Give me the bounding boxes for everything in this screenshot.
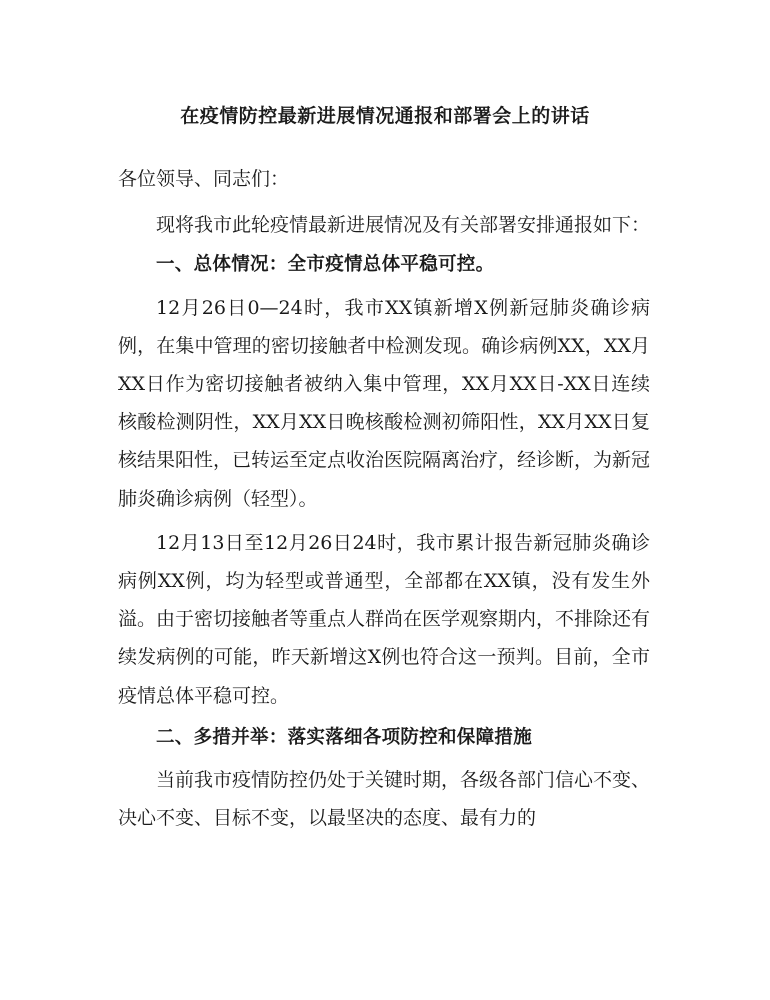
- intro-paragraph: 现将我市此轮疫情最新进展情况及有关部署安排通报如下：: [156, 214, 651, 237]
- section-2-heading: 二、多措并举：落实落细各项防控和保障措施: [156, 726, 533, 748]
- document-title: 在疫情防控最新进展情况通报和部署会上的讲话: [180, 105, 590, 127]
- document-body: [118, 160, 650, 837]
- section-1-heading: 一、总体情况：全市疫情总体平稳可控。: [156, 254, 495, 276]
- section-1-paragraph-1: 12月26日0—24时，我市XX镇新增X例新冠肺炎确诊病例，在集中管理的密切接触者中检测发现。确诊病例XX，XX月XX日作为密切接触者被纳入集中管理，XX月XX日-XX日连续核酸检测阴性，XX月XX日晚核酸检测初筛阳性，XX月XX日复核结果阳性，已转运至定点收治医院隔离治疗，经诊断，为新冠肺炎确诊病例（轻型）。: [118, 296, 651, 510]
- salutation: 各位领导、同志们：: [118, 168, 290, 190]
- section-1-paragraph-2: 12月13日至12月26日24时，我市累计报告新冠肺炎确诊病例XX例，均为轻型或普通型，全部都在XX镇，没有发生外溢。由于密切接触者等重点人群尚在医学观察期内，不排除还有续发病例的可能，昨天新增这X例也符合这一预判。目前，全市疫情总体平稳可控。: [118, 531, 651, 707]
- section-2-paragraph-1: 当前我市疫情防控仍处于关键时期，各级各部门信心不变、决心不变、目标不变，以最坚决的态度、最有力的: [118, 769, 651, 830]
